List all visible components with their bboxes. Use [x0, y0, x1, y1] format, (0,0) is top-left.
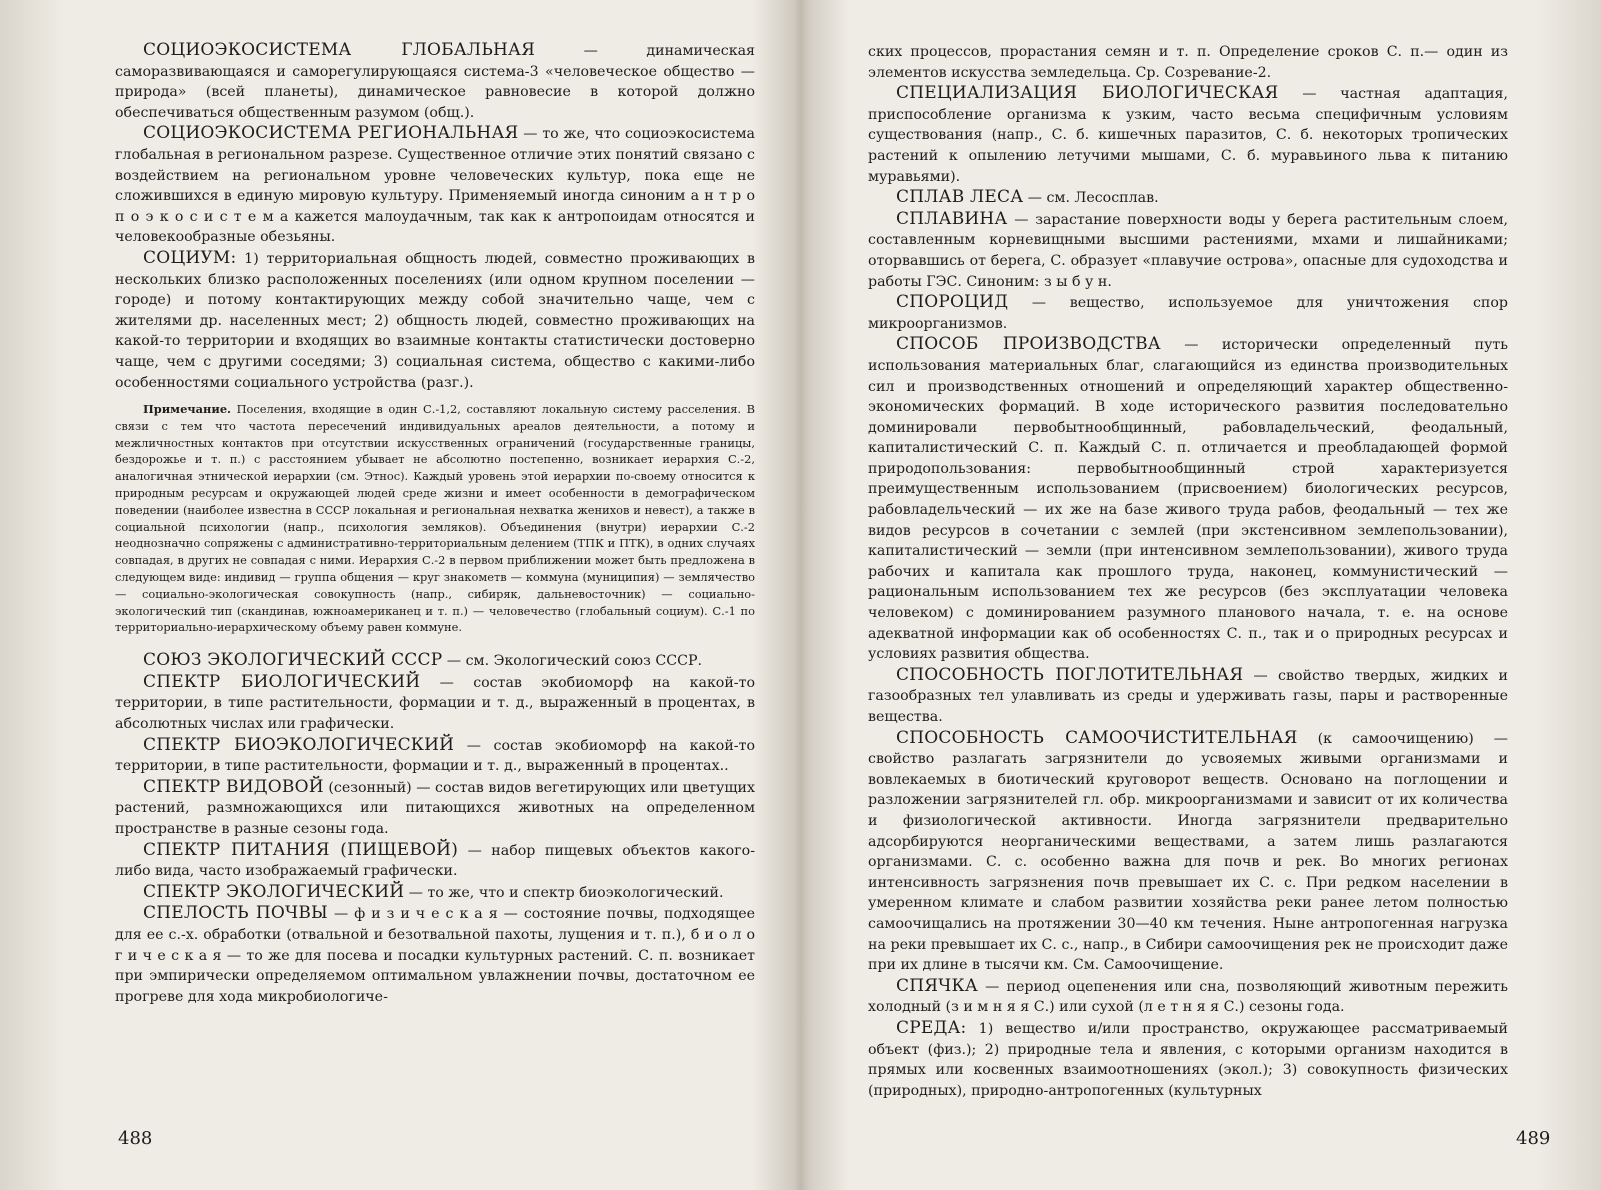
entry-headword: СПЕКТР ЭКОЛОГИЧЕСКИЙ [143, 881, 405, 902]
entry [115, 40, 755, 123]
entry-text: (сезонный) — состав видов вегетирующих или цветущих растений, размножающихся или питающихся животных на определенном пространстве в разные сезоны года. [115, 779, 755, 837]
entry-headword: СПЯЧКА [896, 975, 978, 996]
entry-text: — динамическая саморазвивающаяся и саморегулирующаяся система-3 «человеческое общество — природа» (всей планеты), динамическое равновесие в которой должно обеспечиваться общественным разумом (общ.). [115, 43, 755, 121]
entry [115, 248, 755, 393]
entry-headword: СПЕКТР БИОЛОГИЧЕСКИЙ [143, 671, 421, 692]
entry [115, 903, 755, 1007]
entry [115, 882, 755, 904]
right-page [868, 42, 1508, 1172]
entry-text: — ф и з и ч е с к а я — состояние почвы, подходящее для ее с.-х. обработки (отвальной и безотвальной пахоты, лущения и т. п.), б и о л о г и ч е с к а я — то же для посева и посадки культурных растений. С. п. возникает при эмпирически определяемом оптимальном увлажнении почвы, достаточном ее прогреве для хода микробиологиче- [115, 906, 755, 1005]
entry-headword: СОЮЗ ЭКОЛОГИЧЕСКИЙ СССР [143, 650, 443, 671]
entry [115, 123, 755, 248]
entry-text: — период оцепенения или сна, позволяющий животным пережить холодный (з и м н я я С.) или сухой (л е т н я я С.) сезоны года. [868, 978, 1508, 1016]
entry [115, 777, 755, 840]
entry [868, 976, 1508, 1018]
entry [868, 83, 1508, 187]
entry [868, 209, 1508, 292]
entry-headword: СПОРОЦИД [896, 292, 1009, 313]
entry-headword: СПЕЦИАЛИЗАЦИЯ БИОЛОГИЧЕСКАЯ [896, 83, 1279, 104]
entry-text: 1) территориальная общность людей, совместно проживающих в нескольких близко расположенных поселениях (или одном крупном поселении — городе) и потому контактирующих между собой значительно чаще, чем с жителями др. населенных мест; 2) общность людей, совместно проживающих на какой-то территории и входящих во взаимные контакты статистически достоверно чаще, чем с другими соседями; 3) социальная система, общество с какими-либо особенностями социального устройства (разг.). [115, 250, 755, 391]
page-number-left: 488 [118, 1128, 153, 1149]
entry-text: — исторически определенный путь использования материальных благ, слагающийся из единства производительных сил и производственных отношений и определяющий характер общественно-экономических формаций. В ходе исторического развития последовательно доминировали первобытнообщинный, рабовладельческий, феодальный, капиталистический С. п. Каждый С. п. отличается и преобладающей формой природопользования: первобытнообщинный строй характеризуется преимущественным использованием (присвоением) биологических ресурсов, рабовладельческий — их же на базе живого труда рабов, феодальный — тех же видов ресурсов в сочетании с землей (при экстенсивном землепользовании), капиталистический — земли (при интенсивном землепользовании), живого труда рабочих и капитала как прошлого труда, наконец, коммунистический — рациональным использованием тех же ресурсов (без эксплуатации человека человеком) с доминированием разумного планового начала, т. е. на основе адекватной информации как об особенностях С. п., так и о природных ресурсах и условиях развития общества. [868, 337, 1508, 663]
entry [868, 665, 1508, 728]
entry [868, 187, 1508, 209]
entry-headword: СРЕДА: [896, 1017, 967, 1038]
entry [868, 334, 1508, 665]
entry-text: — свойство твердых, жидких и газообразных тел улавливать из среды и удерживать газы, пары и растворенные вещества. [868, 667, 1508, 725]
entry-headword: СПЕКТР БИОЭКОЛОГИЧЕСКИЙ [143, 734, 455, 755]
page-number-right: 489 [1516, 1128, 1551, 1149]
entry-text: — набор пищевых объектов какого-либо вида, часто изображаемый графически. [115, 842, 755, 880]
entry [868, 728, 1508, 976]
continuation-text: ских процессов, прорастания семян и т. п. Определение сроков С. п.— один из элементов искусства земледельца. Ср. Созревание-2. [868, 44, 1508, 81]
entry-text: — частная адаптация, приспособление организма к узким, часто весьма специфичным условиям существования (напр., С. б. кишечных паразитов, С. б. некоторых тропических растений к опылению летучими мышами, С. б. муравьиного льва к питанию муравьями). [868, 86, 1508, 185]
entry-headword: СПЕКТР ПИТАНИЯ (ПИЩЕВОЙ) [143, 839, 459, 860]
entry-headword: СОЦИУМ: [143, 247, 237, 268]
entry [868, 292, 1508, 334]
entry-headword: СПЕЛОСТЬ ПОЧВЫ [143, 903, 328, 924]
entry-headword: СПЛАВИНА [896, 208, 1008, 229]
entry-headword: СПОСОБ ПРОИЗВОДСТВА [896, 334, 1161, 355]
entry-text: — состав экобиоморф на какой-то территории, в типе растительности, формации и т. д., выраженный в процентах, в абсолютных числах или графически. [115, 674, 755, 733]
entry [115, 840, 755, 882]
note-text: Поселения, входящие в один С.-1,2, составляют локальную систему расселения. В связи с тем что частота пересечений индивидуальных ареалов деятельности, а потому и межличностных контактов при отсутствии искусственных ограничений (государственные границы, бездорожье и т. п.) с расстоянием убывает не абсолютно постепенно, возникает иерархия С.-2, аналогичная этнической иерархии (см. Этнос). Каждый уровень этой иерархии по-своему относится к природным ресурсам и окружающей людей среде жизни и имеет особенности в демографическом поведении (наиболее известна в СССР локальная и региональная нехватка женихов и невест), а также в социальной психологии (напр., психология земляков). Объединения (внутри) иерархии С.-2 неоднозначно сопряжены с административно-территориальным делением (ТПК и ПТК), в одних случаях совпадая, в других не совпадая с ними. Иерархия С.-2 в первом приближении может быть предложена в следующем виде: индивид — группа общения — круг знакометв — коммуна (муниципия) — землячество — социально-экологическая совокупность (напр., сибиряк, дальневосточник) — социально-экологический тип (скандинав, южноамериканец и т. п.) — человечество (глобальный социум). С.-1 по территориально-иерархическому объему равен коммуне. [115, 402, 755, 635]
entry-headword: СПОСОБНОСТЬ ПОГЛОТИТЕЛЬНАЯ [896, 664, 1244, 685]
entry [115, 735, 755, 777]
entry-text: — зарастание поверхности воды у берега растительным слоем, составленным корневищными высшими растениями, мхами и лишайниками; оторвавшись от берега, С. образует «плавучие острова», опасные для судоходства и работы ГЭС. Синоним: з ы б у н. [868, 211, 1508, 290]
note-label: Примечание. [143, 402, 232, 417]
entry-text: — то же, что и спектр биоэкологический. [404, 884, 724, 901]
entry [868, 1018, 1508, 1101]
left-page [115, 40, 755, 1170]
entry-text: (к самоочищению) — свойство разлагать загрязнители до усвояемых живыми организмами и вовлекаемых в биотический круговорот веществ. Основано на поглощении и разложении загрязнителей гл. обр. микроорганизмами и зависит от их количества и физиологической активности. Иногда загрязнители предварительно адсорбируются неорганическими веществами, а затем лишь разлагаются организмами. С. с. особенно важна для почв и рек. Во многих регионах интенсивность загрязнения почв превышает их С. с. При редком населении в умеренном климате и слабом развитии хозяйства реки ранее летом полностью самоочищались на протяжении 30—40 км течения. Ныне антропогенная нагрузка на реки превышает их С. с., напр., в Сибири самоочищения рек не происходит даже при их длине в тысячи км. См. Самоочищение. [868, 730, 1508, 974]
entry-text: 1) вещество и/или пространство, окружающее рассматриваемый объект (физ.); 2) природные тела и явления, с которыми организм находится в прямых или косвенных взаимоотношениях (экол.); 3) совокупность физических (природных), природно-антропогенных (культурных [868, 1020, 1508, 1099]
entry-text: — см. Экологический союз СССР. [442, 653, 703, 670]
entry-text: — вещество, используемое для уничтожения спор микроорганизмов. [868, 295, 1508, 332]
entry-headword: СПЕКТР ВИДОВОЙ [143, 776, 324, 797]
entry-headword: СОЦИОЭКОСИСТЕМА ГЛОБАЛЬНАЯ [143, 40, 536, 60]
entry-headword: СПЛАВ ЛЕСА [896, 187, 1024, 208]
entry [115, 672, 755, 735]
entry-headword: СПОСОБНОСТЬ САМООЧИСТИТЕЛЬНАЯ [896, 727, 1298, 748]
entry-text: — то же, что социоэкосистема глобальная в региональном разрезе. Существенное отличие этих понятий связано с воздействием на региональном уровне человеческих культур, пока еще не сложившихся в единую мировую культуру. Применяемый иногда синоним а н т р о п о э к о с и с т е м а кажется малоудачным, так как к антропоидам относятся и человекообразные обезьяны. [115, 126, 755, 246]
entry-headword: СОЦИОЭКОСИСТЕМА РЕГИОНАЛЬНАЯ [143, 123, 519, 144]
entry [115, 650, 755, 672]
entry-text: — см. Лесосплав. [1023, 190, 1159, 207]
entry-text: — состав экобиоморф на какой-то территории, в типе растительности, формации и т. д., выраженный в процентах.. [115, 737, 755, 775]
note [115, 401, 755, 636]
